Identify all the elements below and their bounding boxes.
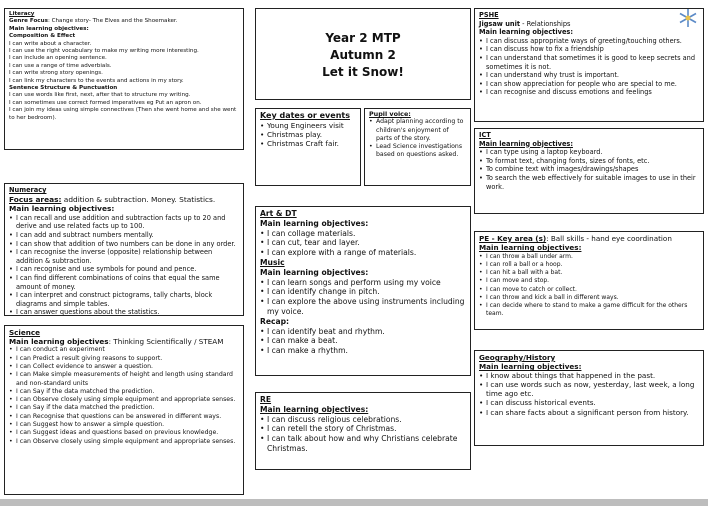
numeracy-item: • I can recognise and use symbols for pound and pence. (9, 265, 239, 274)
pshe-item: • I can recognise and discuss emotions and feelings (479, 88, 699, 97)
re-item: • I can discuss religious celebrations. (260, 415, 466, 425)
re-objectives-label: Main learning objectives: (260, 404, 369, 414)
literacy-box (4, 8, 244, 150)
pe-heading: PE - Key area (s): Ball skills - hand eye coordination (479, 234, 672, 243)
numeracy-item: • I can add and subtract numbers mentally. (9, 231, 239, 240)
literacy-objectives-label: Main learning objectives: (9, 25, 89, 32)
title-year: Year 2 MTP (325, 31, 401, 45)
geo-item: • I can use words such as now, yesterday, last week, a long time ago etc. (479, 380, 699, 398)
numeracy-focus: Focus areas: addition & subtraction. Money. Statistics. (9, 194, 216, 204)
numeracy-item: • I can show that addition of two numbers can be done in any order. (9, 240, 239, 249)
geo-item: • I know about things that happened in the past. (479, 371, 699, 380)
science-item: • I can Say if the data matched the prediction. (9, 404, 239, 412)
science-item: • I can Suggest how to answer a simple question. (9, 421, 239, 429)
science-item: • I can Observe closely using simple equipment and appropriate senses. (9, 396, 239, 404)
science-item: • I can Recognise that questions can be answered in different ways. (9, 413, 239, 421)
numeracy-item: • I can answer questions about the statistics. (9, 308, 239, 316)
ict-objectives-label: Main learning objectives: (479, 139, 573, 148)
geo-item: • I can share facts about a significant person from history. (479, 408, 699, 417)
re-box (255, 392, 471, 470)
geo-history-box (474, 350, 704, 446)
music-item: • I can identify change in pitch. (260, 287, 466, 297)
geo-item: • I can discuss historical events. (479, 398, 699, 407)
geo-heading: Geography/History (479, 353, 556, 362)
key-date-item: • Young Engineers visit (260, 121, 356, 130)
pshe-item: • I can discuss how to fix a friendship (479, 45, 699, 54)
re-item: • I can talk about how and why Christians celebrate Christmas. (260, 434, 466, 454)
bottom-bar (0, 499, 708, 506)
title-term: Autumn 2 (330, 48, 396, 62)
pe-item: • I can throw a ball under arm. (479, 253, 699, 261)
genre-focus: Genre Focus: Change story- The Elves and the Shoemaker. (9, 18, 178, 25)
pupil-voice-box (364, 108, 471, 186)
ict-heading: ICT (479, 131, 491, 139)
key-dates-box (255, 108, 361, 186)
pe-objectives-label: Main learning objectives: (479, 243, 582, 253)
numeracy-item: • I can interpret and construct pictograms, tally charts, block diagrams and simple tables. (9, 291, 239, 308)
recap-item: • I can make a rhythm. (260, 346, 466, 356)
science-objectives: Main learning objectives: Thinking Scientifically / STEAM (9, 337, 224, 347)
pshe-item: • I can show appreciation for people who are special to me. (479, 80, 699, 89)
pupil-voice-item: • Lead Science investigations based on questions asked. (369, 143, 466, 159)
literacy-heading: Literacy (9, 11, 35, 17)
pe-item: • I can throw and kick a ball in different ways. (479, 294, 699, 302)
pshe-objectives-label: Main learning objectives: (479, 28, 573, 37)
key-date-item: • Christmas Craft fair. (260, 139, 356, 148)
science-item: • I can Collect evidence to answer a question. (9, 363, 239, 371)
science-item: • I can conduct an experiment (9, 346, 239, 354)
art-item: • I can explore with a range of materials. (260, 248, 466, 258)
science-item: • I can Predict a result giving reasons to support. (9, 355, 239, 363)
numeracy-box (4, 183, 244, 316)
pe-item: • I can decide where to stand to make a game difficult for the others team. (479, 302, 699, 318)
comp-item: I can include an opening sentence. (9, 55, 107, 62)
numeracy-objectives-label: Main learning objectives: (9, 204, 115, 214)
art-music-box (255, 206, 471, 376)
science-item: • I can Make simple measurements of height and length using standard and non-standard units (9, 371, 239, 388)
title-box (255, 8, 471, 100)
sentence-item: I can join my ideas using simple connectives (Then she went home and she went to her bedroom). (9, 107, 237, 121)
art-heading: Art & DT (260, 209, 297, 218)
geo-objectives-label: Main learning objectives: (479, 362, 582, 372)
numeracy-item: • I can find different combinations of coins that equal the same amount of money. (9, 274, 239, 291)
science-box (4, 325, 244, 495)
comp-item: I can use the right vocabulary to make my writing more interesting. (9, 48, 199, 55)
pe-item: • I can move to catch or collect. (479, 286, 699, 294)
art-objectives-label: Main learning objectives: (260, 218, 369, 228)
art-item: • I can collage materials. (260, 229, 466, 239)
numeracy-item: • I can recognise the inverse (opposite) relationship between addition & subtraction. (9, 248, 239, 265)
pshe-item: • I can understand why trust is important. (479, 71, 699, 80)
music-item: • I can learn songs and perform using my voice (260, 278, 466, 288)
science-heading: Science (9, 328, 41, 337)
re-heading: RE (260, 395, 272, 404)
music-item: • I can explore the above using instruments including my voice. (260, 297, 466, 317)
comp-item: I can use a range of time adverbials. (9, 62, 112, 69)
sentence-item: I can sometimes use correct formed imperatives eg Put an apron on. (9, 99, 202, 106)
key-dates-heading: Key dates or events (260, 111, 350, 120)
pe-item: • I can hit a ball with a bat. (479, 269, 699, 277)
pe-item: • I can roll a ball or a hoop. (479, 261, 699, 269)
pshe-item: • I can understand that sometimes it is good to keep secrets and sometimes it is not. (479, 54, 699, 71)
recap-item: • I can identify beat and rhythm. (260, 327, 466, 337)
sentence-item: I can use words like first, next, after that to structure my writing. (9, 92, 191, 99)
science-item: • I can Observe closely using simple equipment and appropriate senses. (9, 438, 239, 446)
comp-item: I can write about a character. (9, 40, 92, 47)
pe-item: • I can move and stop. (479, 277, 699, 285)
pe-box (474, 231, 704, 330)
pshe-box (474, 8, 704, 122)
ict-item: • To search the web effectively for suitable images to use in their work. (479, 174, 699, 191)
music-heading: Music (260, 257, 285, 267)
key-date-item: • Christmas play. (260, 130, 356, 139)
numeracy-item: • I can recall and use addition and subtraction facts up to 20 and derive and use related facts up to 100. (9, 214, 239, 231)
ict-box (474, 128, 704, 214)
comp-item: I can write strong story openings. (9, 70, 103, 77)
title-topic: Let it Snow! (322, 65, 404, 79)
comp-item: I can link my characters to the events and actions in my story. (9, 77, 184, 84)
pshe-unit: Jigsaw unit - Relationships (479, 19, 571, 28)
composition-label: Composition & Effect (9, 33, 76, 40)
sentence-label: Sentence Structure & Punctuation (9, 85, 118, 92)
pupil-voice-item: • Adapt planning according to children's enjoyment of parts of the story. (369, 118, 466, 143)
science-item: • I can Suggest ideas and questions based on previous knowledge. (9, 429, 239, 437)
ict-item: • I can type using a laptop keyboard. (479, 148, 699, 157)
ict-item: • To combine text with images/drawings/shapes (479, 165, 699, 174)
pshe-heading: PSHE (479, 11, 499, 19)
pshe-item: • I can discuss appropriate ways of greeting/touching others. (479, 37, 699, 46)
recap-item: • I can make a beat. (260, 336, 466, 346)
science-item: • I can Say if the data matched the prediction. (9, 388, 239, 396)
re-item: • I can retell the story of Christmas. (260, 424, 466, 434)
pupil-voice-heading: Pupil voice: (369, 110, 411, 118)
ict-item: • To format text, changing fonts, sizes of fonts, etc. (479, 157, 699, 166)
numeracy-heading: Numeracy (9, 186, 47, 194)
art-item: • I can cut, tear and layer. (260, 238, 466, 248)
snowflake-icon (677, 7, 699, 29)
recap-label: Recap: (260, 316, 290, 326)
music-objectives-label: Main learning objectives: (260, 267, 369, 277)
